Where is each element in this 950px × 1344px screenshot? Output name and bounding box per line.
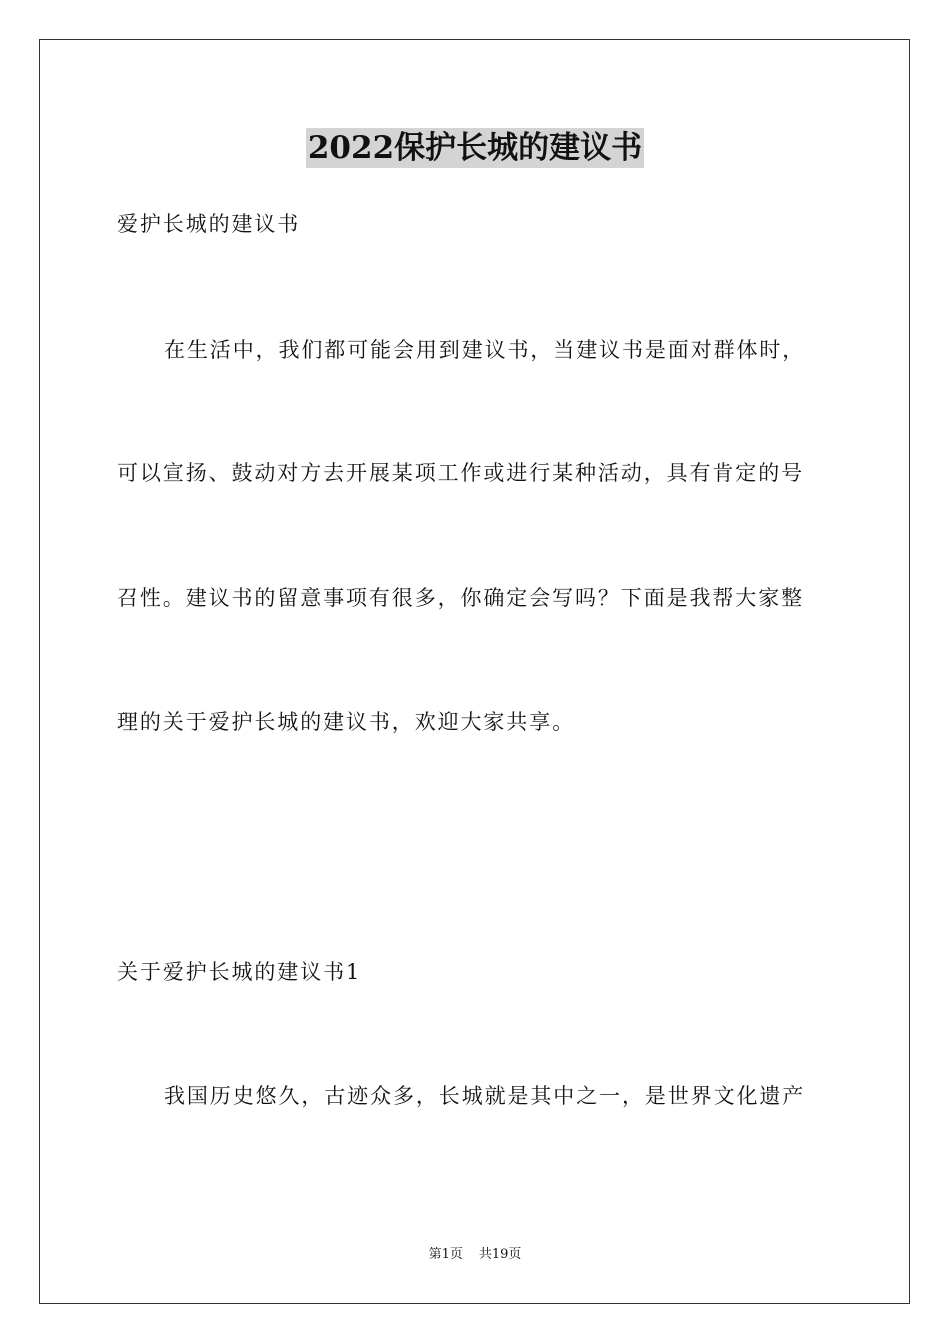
document-subtitle: 爱护长城的建议书	[117, 212, 301, 236]
paragraph-line: 在生活中，我们都可能会用到建议书，当建议书是面对群体时，	[164, 338, 806, 362]
page-total: 共19页	[478, 1247, 522, 1262]
section-heading: 关于爱护长城的建议书1	[117, 960, 362, 984]
page-footer	[0, 1246, 950, 1264]
document-title-container	[0, 128, 950, 168]
paragraph-line: 可以宣扬、鼓动对方去开展某项工作或进行某种活动，具有肯定的号	[117, 461, 804, 485]
paragraph-line: 我国历史悠久，古迹众多，长城就是其中之一，是世界文化遗产	[164, 1084, 806, 1108]
paragraph-line: 理的关于爱护长城的建议书，欢迎大家共享。	[117, 710, 575, 734]
page-number: 第1页	[428, 1247, 463, 1262]
document-title: 2022保护长城的建议书	[307, 130, 643, 166]
paragraph-line: 召性。建议书的留意事项有很多，你确定会写吗？下面是我帮大家整	[117, 586, 804, 610]
